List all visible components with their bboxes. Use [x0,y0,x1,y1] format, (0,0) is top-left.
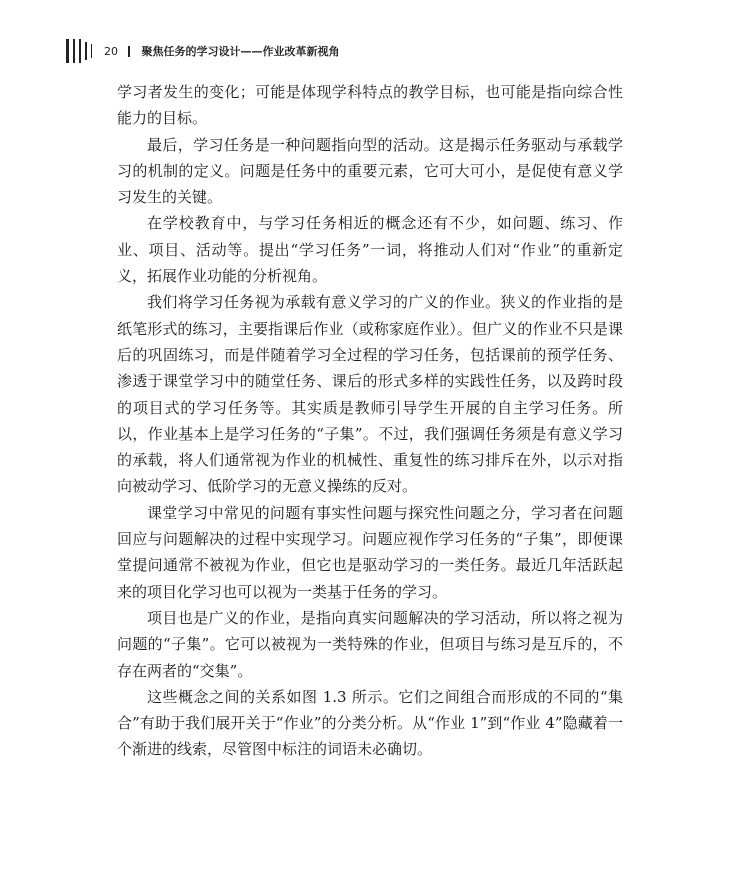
paragraph: 在学校教育中，与学习任务相近的概念还有不少，如问题、练习、作业、项目、活动等。提出“学习任务”一词，将推动人们对“作业”的重新定义，拓展作业功能的分析视角。 [117,214,623,286]
running-header [66,38,340,64]
header-separator [128,46,130,57]
paragraph: 课堂学习中常见的问题有事实性问题与探究性问题之分，学习者在问题回应与问题解决的过程中实现学习。问题应视作学习任务的“子集”，即便课堂提问通常不被视为作业，但它也是驱动学习的一类任务。最近几年活跃起来的项目化学习也可以视为一类基于任务的学习。 [117,503,623,601]
header-decorative-bars [66,39,96,63]
paragraph: 这些概念之间的关系如图 1.3 所示。它们之间组合而形成的不同的“集合”有助于我们展开关于“作业”的分类分析。从“作业 1”到“作业 4”隐藏着一个渐进的线索，尽管图中标注的词语未必确切。 [117,687,623,759]
paragraph: 最后，学习任务是一种问题指向型的活动。这是揭示任务驱动与承载学习的机制的定义。问题是任务中的重要元素，它可大可小，是促使有意义学习发生的关键。 [117,135,623,207]
paragraph-continued: 学习者发生的变化；可能是体现学科特点的教学目标，也可能是指向综合性能力的目标。 [117,83,623,128]
running-title: 聚焦任务的学习设计——作业改革新视角 [141,45,340,58]
page-body [117,79,623,763]
page-number: 20 [104,44,118,58]
paragraph: 项目也是广义的作业，是指向真实问题解决的学习活动，所以将之视为问题的“子集”。它可以被视为一类特殊的作业，但项目与练习是互斥的，不存在两者的“交集”。 [117,608,623,680]
paragraph: 我们将学习任务视为承载有意义学习的广义的作业。狭义的作业指的是纸笔形式的练习，主要指课后作业（或称家庭作业）。但广义的作业不只是课后的巩固练习，而是伴随着学习全过程的学习任务，包括课前的预学任务、渗透于课堂学习中的随堂任务、课后的形式多样的实践性任务，以及跨时段的项目式的学习任务等。其实质是教师引导学生开展的自主学习任务。所以，作业基本上是学习任务的“子集”。不过，我们强调任务须是有意义学习的承载，将人们通常视为作业的机械性、重复性的练习排斥在外，以示对指向被动学习、低阶学习的无意义操练的反对。 [117,293,623,496]
